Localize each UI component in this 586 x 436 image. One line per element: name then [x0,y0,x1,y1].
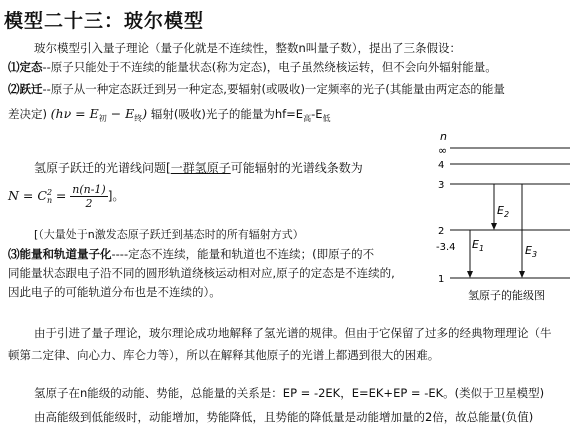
hypothesis-2-cont: 差决定) [8,107,47,121]
spectral-lines-question: 氢原子跃迁的光谱线问题[一群氢原子可能辐射的光谱线条数为 [34,161,363,175]
hypothesis-1-text: --原子只能处于不连续的能量状态(称为定态)，电子虽然绕核运转，但不会向外辐射能量。 [42,60,497,74]
hypothesis-3: ⑶能量和轨道量子化----定态不连续，能量和轨道也不连续；(即原子的不 [8,247,375,261]
level-3-label: 3 [438,180,445,191]
e1-label: $E_1$ [472,238,485,253]
transition-e3-arrowhead [519,271,525,278]
hypothesis-2-text: --原子从一种定态跃迁到另一种定态,要辐射(或吸收)一定频率的光子(其能量由两定态的能量 [42,82,505,96]
hypothesis-3-line-2: 同能量状态跟电子沿不同的圆形轨道绕核运动相对应,原子的定态是不连续的, [8,266,395,280]
energy-level-diagram [430,122,580,307]
hypothesis-2 [8,81,505,98]
summary-line-2: 顿第二定律、向心力、库仑力等），所以在解释其他原子的光谱上都遇到很大的困难。 [8,348,440,362]
hypothesis-3-label: ⑶能量和轨道量子化 [8,247,112,261]
level-2-energy: -3.4 [436,242,456,253]
bohr-frequency-formula: $(h\nu = E_初 - E_终)$ [50,106,148,123]
infinity-label: ∞ [438,144,448,157]
hypothesis-1-label: ⑴定态 [8,60,43,74]
level-2-label: 2 [438,226,445,237]
energy-change: 由高能级到低能级时，动能增加，势能降低，且势能的降低量是动能增加量的2倍，故总能量(负值) [34,410,534,424]
n-label: n [440,130,447,143]
energy-relation: 氢原子在n能级的动能、势能，总能量的关系是：EP = -2EK，E=EK+EP = -EK。(类似于卫星模型) [34,386,545,400]
hypothesis-3-line-3: 因此电子的可能轨道分布也是不连续的）。 [8,285,221,299]
group-of-hydrogen-atoms: 一群氢原子 [170,161,231,175]
hypothesis-1 [8,59,497,76]
intro-text: 玻尔模型引入量子理论（量子化就是不连续性，整数n叫量子数），提出了三条假设： [34,41,462,55]
diagram-caption: 氢原子的能级图 [468,289,545,302]
e3-label: $E_3$ [525,244,538,259]
spectral-lines-formula: N = C2 n = $\frac{n(n-1)}{2}$ ]。 [8,183,125,210]
level-1-label: 1 [438,274,445,285]
e2-label: $E_2$ [497,204,510,219]
level-4-label: 4 [438,160,445,171]
spectral-lines-note: [（大量处于n激发态原子跃迁到基态时的所有辐射方式） [34,228,304,241]
photon-energy-text: 辐射(吸收)光子的能量为hf=E [150,107,304,121]
hypothesis-2-label: ⑵跃迁 [8,82,43,96]
summary-line-1: 由于引进了量子理论，玻尔理论成功地解释了氢光谱的规律。但由于它保留了过多的经典物理理论（牛 [34,326,552,340]
transition-e1-arrowhead [467,271,473,278]
transition-e2-arrowhead [491,223,497,230]
hypothesis-2-formula-line: 差决定) $(h\nu = E_初 - E_终)$ 辐射(吸收)光子的能量为$hf=E_高-E_低$ [8,106,331,123]
page-title: 模型二十三：玻尔模型 [4,10,205,32]
